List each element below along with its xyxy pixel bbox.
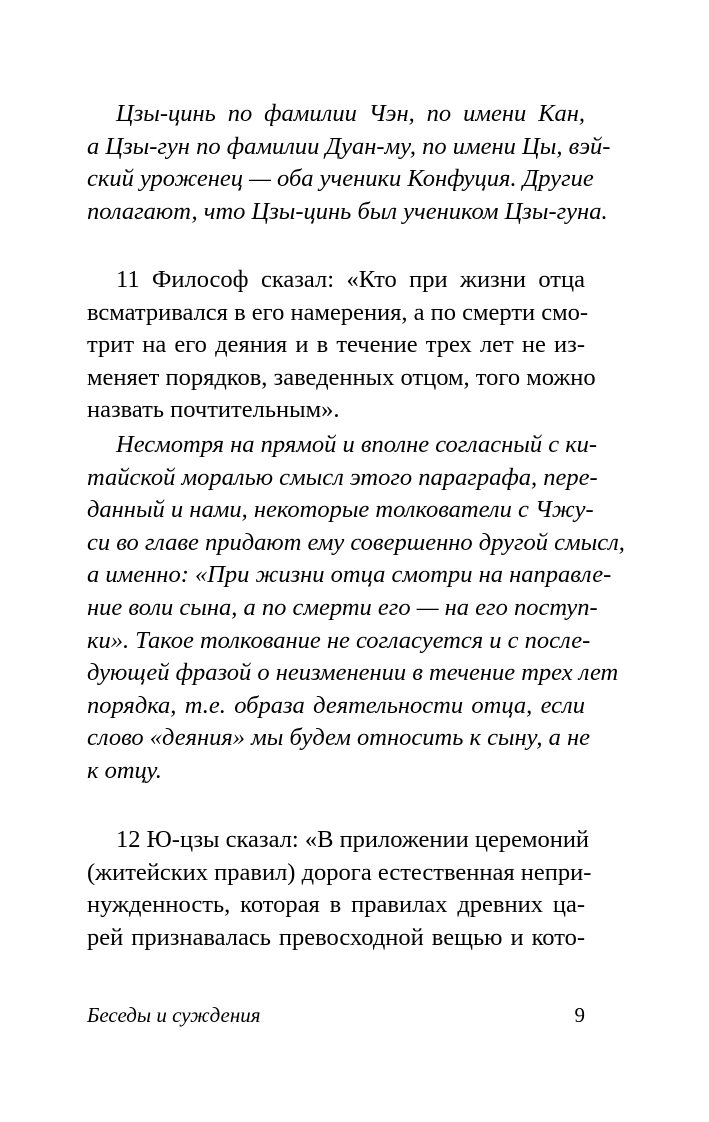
text-line: тайской моралью смысл этого параграфа, пере- [87, 463, 598, 491]
text-line: 11 Философ сказал: «Кто при жизни отца [116, 266, 585, 293]
paragraph-11 [87, 264, 596, 427]
text-line: а именно: «При жизни отца смотри на направле- [87, 561, 612, 589]
text-line: 12 Ю-цзы сказал: «В приложении церемоний [116, 826, 590, 853]
running-footer-title: Беседы и суждения [87, 1003, 261, 1027]
text-line: ки». Такое толкование не согласуется и с после- [87, 626, 591, 654]
text-line: нужденность, которая в правилах древних ца- [87, 891, 585, 919]
text-line: меняет порядков, заведенных отцом, того можно [87, 363, 596, 391]
text-line: дующей фразой о неизменении в течение трех лет [87, 659, 619, 687]
text-line: к отцу. [87, 756, 162, 784]
text-line: полагают, что Цзы-цинь был учеником Цзы-гуна. [87, 197, 608, 225]
text-line: рей признавалась превосходной вещью и кото- [87, 923, 585, 951]
text-line: всматривался в его намерения, а по смерти смо- [87, 298, 589, 326]
page-number: 9 [574, 1003, 585, 1027]
text-line: ние воли сына, а по смерти его — на его поступ- [87, 593, 598, 621]
paragraph-12 [87, 824, 592, 954]
text-line: слово «деяния» мы будем относить к сыну, а не [87, 724, 590, 752]
text-line: Цзы-цинь по фамилии Чэн, по имени Кан, [116, 100, 585, 127]
text-line: (житейских правил) дорога естественная непри- [87, 858, 592, 886]
text-line: трит на его деяния и в течение трех лет не из- [87, 331, 585, 359]
text-line: а Цзы-гун по фамилии Дуан-му, по имени Цы, вэй- [87, 132, 611, 160]
commentary-block-1 [87, 98, 611, 228]
text-line: Несмотря на прямой и вполне согласный с ки- [116, 431, 598, 458]
text-line: ский уроженец — оба ученики Конфуция. Другие [87, 165, 594, 193]
text-line: данный и нами, некоторые толкователи с Чжу- [87, 496, 594, 524]
text-line: назвать почтительным». [87, 396, 340, 424]
text-line: си во главе придают ему совершенно другой смысл, [87, 528, 625, 556]
text-line: порядка, т.е. образа деятельности отца, если [87, 691, 585, 719]
commentary-block-11 [87, 429, 625, 788]
